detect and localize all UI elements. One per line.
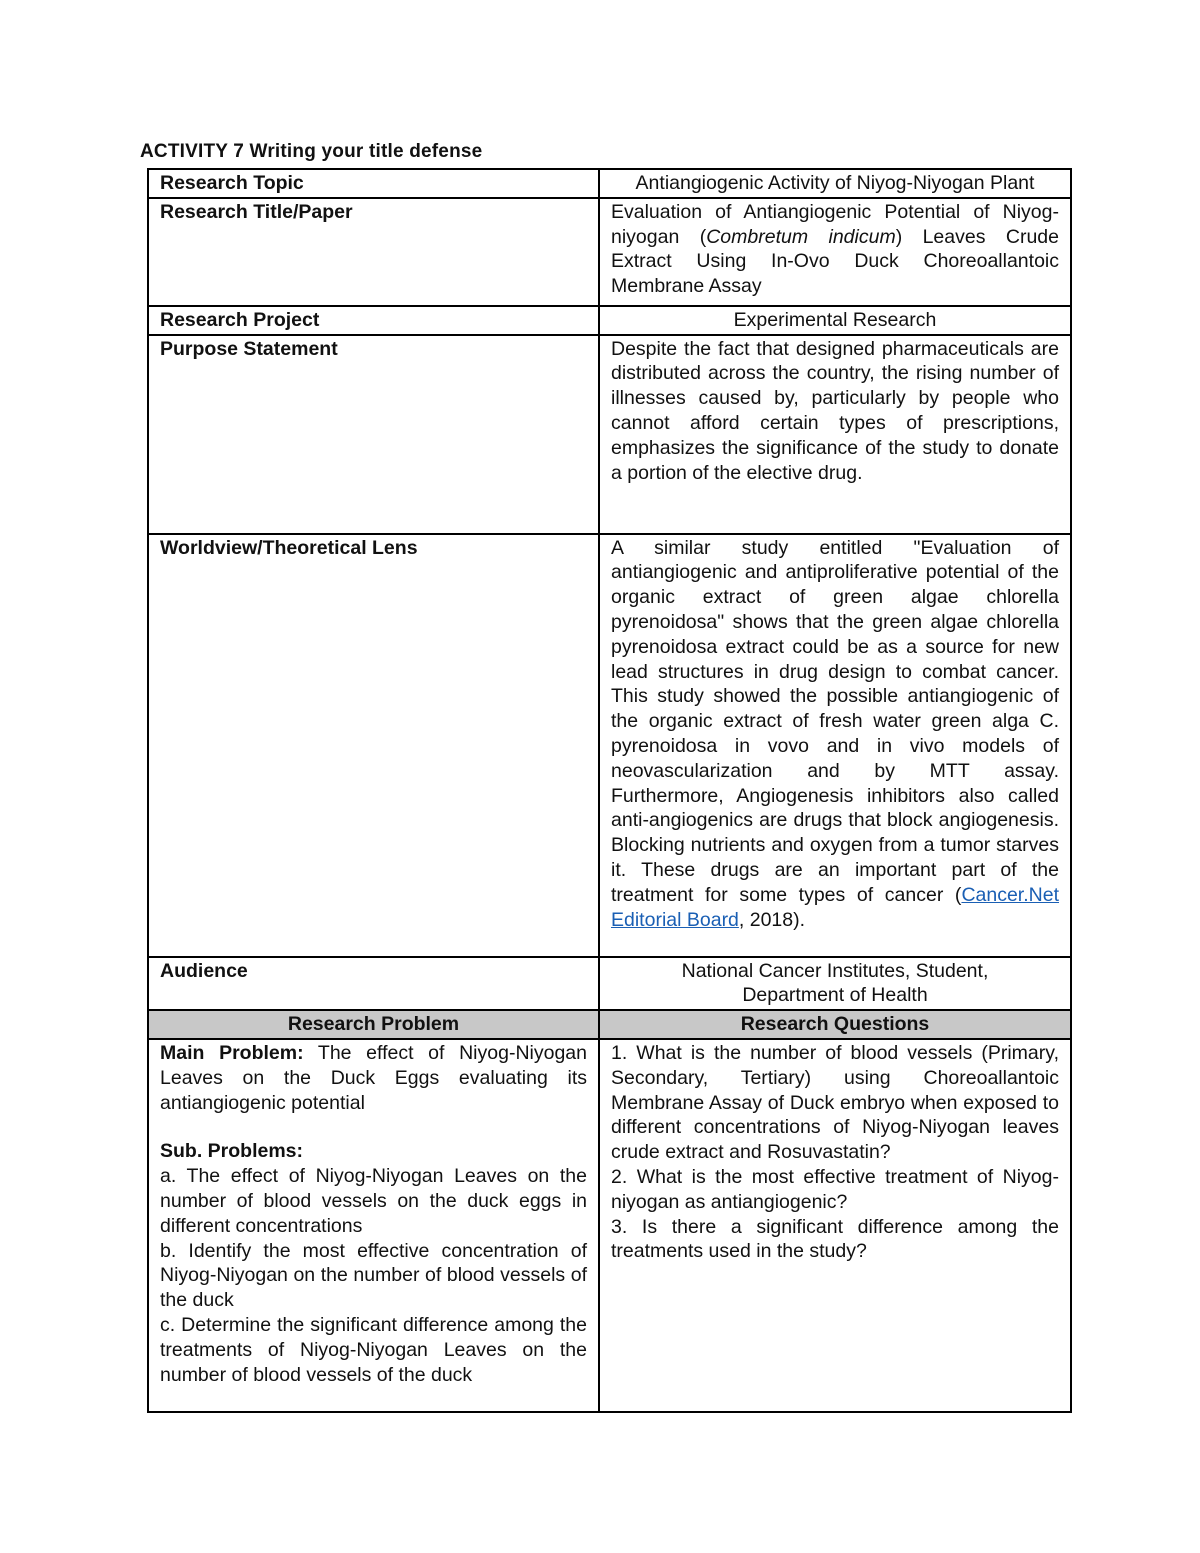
main-problem-text: The effect of Niyog-Niyogan Leaves on the Duck Eggs evaluating its antiangiogenic potential — [160, 1041, 587, 1114]
row-problems-questions — [148, 1039, 1071, 1412]
row-section-headers — [148, 1010, 1071, 1039]
audience-value — [599, 957, 1071, 1011]
sub-problem-a: a. The effect of Niyog-Niyogan Leaves on the number of blood vessels on the duck eggs in different concentrations — [160, 1165, 587, 1237]
row-research-project — [148, 306, 1071, 335]
sub-problems-label: Sub. Problems: — [160, 1140, 304, 1163]
research-title-text-before: Evaluation of Antiangiogenic Potential of Niyog-niyogan ( — [611, 200, 1059, 248]
research-problem-header: Research Problem — [148, 1010, 599, 1039]
spacer — [160, 1115, 587, 1139]
audience-label: Audience — [148, 957, 599, 1011]
worldview-label: Worldview/Theoretical Lens — [148, 534, 599, 957]
research-question-1: 1. What is the number of blood vessels (Primary, Secondary, Tertiary) using Choreoallantoic Membrane Assay of Duck embryo when exposed to different concentrations of Niyog-Niyogan leaves crude extract and Rosuvastatin? — [611, 1041, 1059, 1164]
research-questions-header: Research Questions — [599, 1010, 1071, 1039]
row-worldview — [148, 534, 1071, 957]
audience-line-1: National Cancer Institutes, Student, — [681, 959, 989, 982]
main-problem — [160, 1041, 587, 1115]
row-research-topic — [148, 169, 1071, 198]
research-topic-value: Antiangiogenic Activity of Niyog-Niyogan Plant — [599, 169, 1071, 198]
sub-problem-b: b. Identify the most effective concentration of Niyog-Niyogan on the number of blood vessels of the duck — [160, 1239, 587, 1312]
research-question-2: 2. What is the most effective treatment of Niyog-niyogan as antiangiogenic? — [611, 1165, 1059, 1213]
row-purpose-statement — [148, 335, 1071, 534]
worldview-text: A similar study entitled "Evaluation of antiangiogenic and antiproliferative potential of the organic extract of green algae chlorella pyrenoidosa" shows that the green algae chlorella pyrenoidosa extract could be as a source for new lead structures in drug design to combat cancer. This study showed the possible antiangiogenic of the organic extract of fresh water green alga C. pyrenoidosa in vovo and in vivo models of neovascularization and by MTT assay. Furthermore, Angiogenesis inhibitors also called anti-angiogenics are drugs that block angiogenesis. Blocking nutrients and oxygen from a tumor starves it. These drugs are an important part of the treatment for some types of cancer ( — [611, 536, 1059, 906]
worldview-citation-year: , 2018). — [738, 908, 806, 931]
research-project-label: Research Project — [148, 306, 599, 335]
activity-heading: ACTIVITY 7 Writing your title defense — [140, 141, 483, 162]
research-question-3: 3. Is there a significant difference among the treatments used in the study? — [611, 1215, 1059, 1263]
research-title-value — [599, 198, 1071, 306]
row-audience — [148, 957, 1071, 1011]
research-problem-cell — [148, 1039, 599, 1412]
research-title-label: Research Title/Paper — [148, 198, 599, 306]
research-topic-label: Research Topic — [148, 169, 599, 198]
research-project-value: Experimental Research — [599, 306, 1071, 335]
main-problem-label: Main Problem: — [160, 1041, 304, 1064]
research-title-species: Combretum indicum — [706, 225, 896, 248]
purpose-statement-label: Purpose Statement — [148, 335, 599, 534]
cancer-net-citation-link[interactable]: Cancer.Net Editorial Board — [611, 883, 1059, 931]
row-research-title — [148, 198, 1071, 306]
research-questions-cell — [599, 1039, 1071, 1412]
worldview-value — [599, 534, 1071, 957]
title-defense-table — [147, 168, 1072, 1413]
research-title-text-after: ) Leaves Crude Extract Using In-Ovo Duck Choreoallantoic Membrane Assay — [611, 225, 1059, 298]
audience-line-2: Department of Health — [742, 984, 928, 1007]
purpose-statement-value: Despite the fact that designed pharmaceuticals are distributed across the country, the rising number of illnesses caused by, particularly by people who cannot afford certain types of prescriptions, emphasizes the significance of the study to donate a portion of the elective drug. — [599, 335, 1071, 534]
sub-problem-c: c. Determine the significant difference among the treatments of Niyog-Niyogan Leaves on the number of blood vessels of the duck — [160, 1313, 587, 1386]
